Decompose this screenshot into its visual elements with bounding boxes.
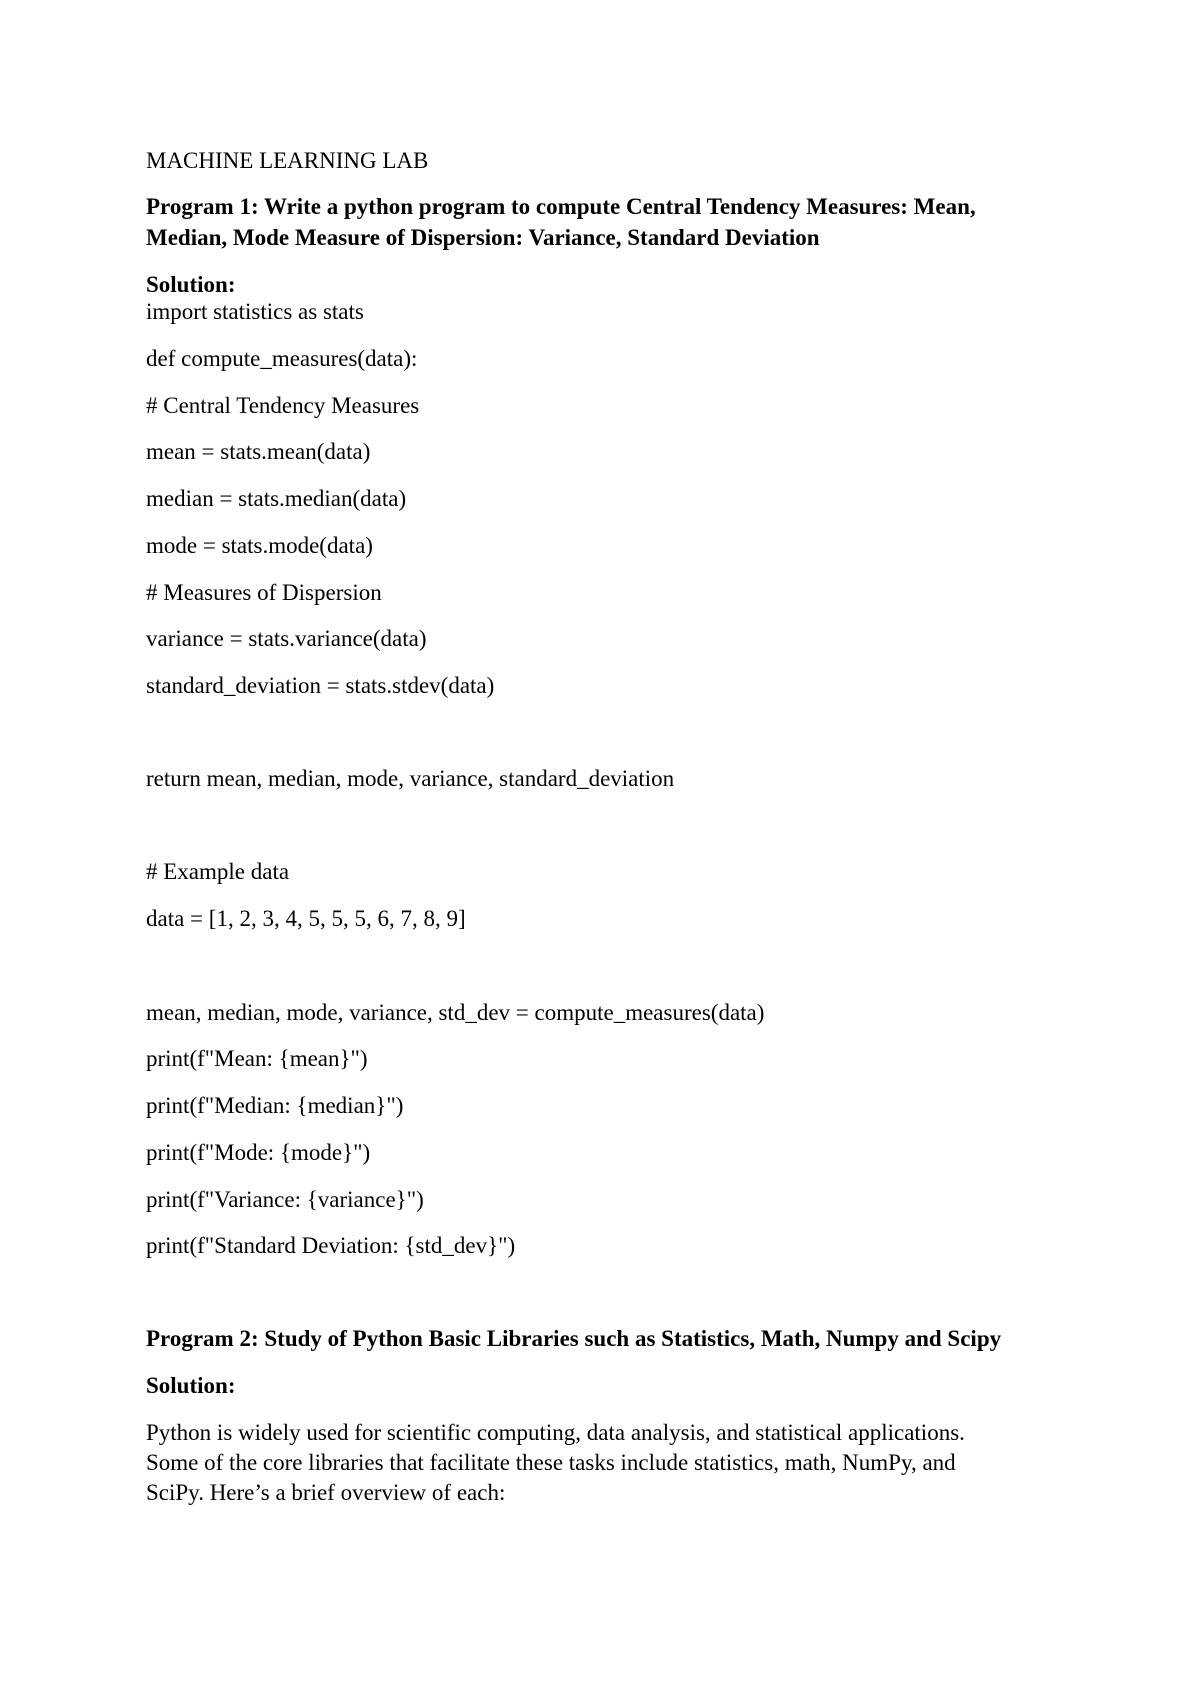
code-line: def compute_measures(data): bbox=[146, 346, 418, 371]
program1-heading-line2: Median, Mode Measure of Dispersion: Variance, Standard Deviation bbox=[146, 225, 820, 250]
code-line: print(f"Variance: {variance}") bbox=[146, 1187, 424, 1212]
paragraph-line: Some of the core libraries that facilitate these tasks include statistics, math, NumPy, and bbox=[146, 1450, 956, 1475]
program1-heading-line1: Program 1: Write a python program to compute Central Tendency Measures: Mean, bbox=[146, 194, 976, 219]
code-line: import statistics as stats bbox=[146, 299, 364, 324]
code-line: mean, median, mode, variance, std_dev = compute_measures(data) bbox=[146, 1000, 765, 1025]
code-line: data = [1, 2, 3, 4, 5, 5, 5, 6, 7, 8, 9] bbox=[146, 906, 466, 931]
code-line: # Measures of Dispersion bbox=[146, 580, 382, 605]
code-line: print(f"Median: {median}") bbox=[146, 1093, 404, 1118]
paragraph-line: Python is widely used for scientific computing, data analysis, and statistical applications. bbox=[146, 1420, 965, 1445]
code-line: mode = stats.mode(data) bbox=[146, 533, 373, 558]
code-line: # Example data bbox=[146, 859, 290, 884]
program2-heading: Program 2: Study of Python Basic Libraries such as Statistics, Math, Numpy and Scipy bbox=[146, 1326, 1002, 1351]
code-line: return mean, median, mode, variance, standard_deviation bbox=[146, 766, 675, 791]
program1-solution-label: Solution: bbox=[146, 272, 236, 297]
code-line: standard_deviation = stats.stdev(data) bbox=[146, 673, 495, 698]
code-line: median = stats.median(data) bbox=[146, 486, 407, 511]
code-line: variance = stats.variance(data) bbox=[146, 626, 427, 651]
code-line: # Central Tendency Measures bbox=[146, 393, 420, 418]
paragraph-line: SciPy. Here’s a brief overview of each: bbox=[146, 1480, 506, 1505]
code-line: print(f"Standard Deviation: {std_dev}") bbox=[146, 1233, 516, 1258]
code-line: print(f"Mode: {mode}") bbox=[146, 1140, 371, 1165]
program2-solution-label: Solution: bbox=[146, 1373, 236, 1398]
code-line: mean = stats.mean(data) bbox=[146, 439, 371, 464]
code-line: print(f"Mean: {mean}") bbox=[146, 1046, 368, 1071]
document-title: MACHINE LEARNING LAB bbox=[146, 148, 429, 173]
